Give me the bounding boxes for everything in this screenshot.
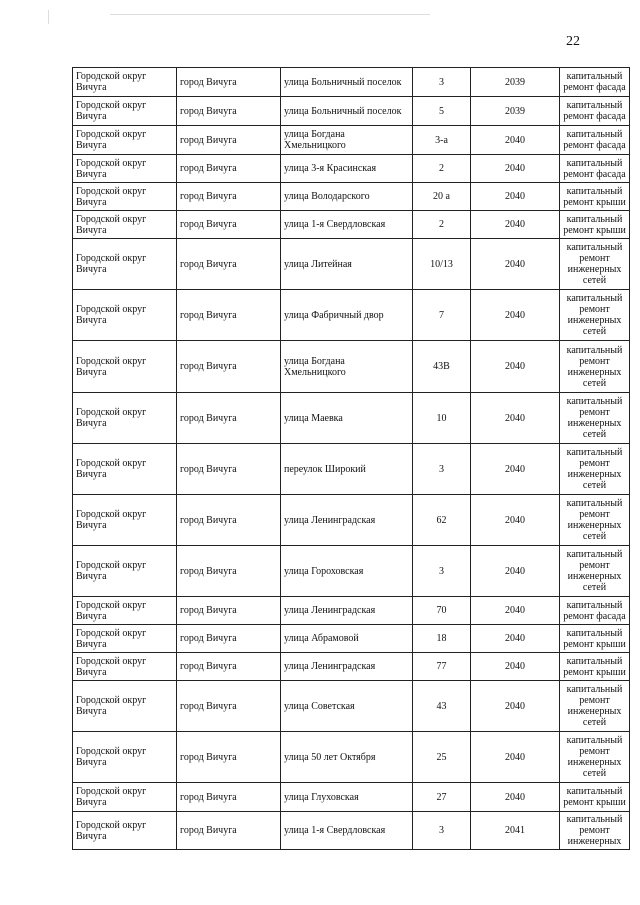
year-cell: 2040 [471,211,560,239]
work-type-cell: капитальный ремонт фасада [560,126,630,155]
house-cell: 20 а [413,183,471,211]
year-cell: 2040 [471,495,560,546]
work-type-cell: капитальный ремонт фасада [560,68,630,97]
municipality-cell: Городской округ Вичуга [73,812,177,850]
table-row [73,239,630,290]
table-row [73,625,630,653]
table-row [73,732,630,783]
work-type-cell: капитальный ремонт крыши [560,625,630,653]
work-type-cell: капитальный ремонт инженерных сетей [560,341,630,393]
street-cell: улица Советская [281,681,413,732]
street-cell: улица Богдана Хмельницкого [281,341,413,393]
municipality-cell: Городской округ Вичуга [73,546,177,597]
scan-noise-left [48,10,49,24]
year-cell: 2040 [471,183,560,211]
municipality-cell: Городской округ Вичуга [73,783,177,812]
year-cell: 2040 [471,732,560,783]
municipality-cell: Городской округ Вичуга [73,155,177,183]
work-type-cell: капитальный ремонт инженерных сетей [560,732,630,783]
street-cell: улица Гороховская [281,546,413,597]
work-type-cell: капитальный ремонт крыши [560,183,630,211]
year-cell: 2040 [471,681,560,732]
work-type-cell: капитальный ремонт инженерных сетей [560,290,630,341]
work-type-cell: капитальный ремонт фасада [560,155,630,183]
municipality-cell: Городской округ Вичуга [73,444,177,495]
table-row [73,155,630,183]
table-row [73,183,630,211]
settlement-cell: город Вичуга [177,495,281,546]
table-row [73,393,630,444]
municipality-cell: Городской округ Вичуга [73,625,177,653]
municipality-cell: Городской округ Вичуга [73,393,177,444]
house-cell: 25 [413,732,471,783]
work-type-cell: капитальный ремонт инженерных сетей [560,495,630,546]
street-cell: улица 50 лет Октября [281,732,413,783]
work-type-cell: капитальный ремонт инженерных сетей [560,393,630,444]
year-cell: 2039 [471,68,560,97]
table-row [73,653,630,681]
street-cell: улица 3-я Красинская [281,155,413,183]
street-cell: улица Богдана Хмельницкого [281,126,413,155]
settlement-cell: город Вичуга [177,393,281,444]
municipality-cell: Городской округ Вичуга [73,597,177,625]
settlement-cell: город Вичуга [177,211,281,239]
table-row [73,597,630,625]
settlement-cell: город Вичуга [177,155,281,183]
table-row [73,68,630,97]
year-cell: 2040 [471,155,560,183]
table-row [73,290,630,341]
house-cell: 10/13 [413,239,471,290]
settlement-cell: город Вичуга [177,597,281,625]
table-row [73,444,630,495]
year-cell: 2040 [471,625,560,653]
house-cell: 7 [413,290,471,341]
house-cell: 10 [413,393,471,444]
street-cell: улица Ленинградская [281,597,413,625]
street-cell: улица Фабричный двор [281,290,413,341]
work-type-cell: капитальный ремонт крыши [560,211,630,239]
work-type-cell: капитальный ремонт фасада [560,597,630,625]
year-cell: 2040 [471,126,560,155]
work-type-cell: капитальный ремонт инженерных [560,812,630,850]
work-type-cell: капитальный ремонт инженерных сетей [560,546,630,597]
municipality-cell: Городской округ Вичуга [73,211,177,239]
table-row [73,812,630,850]
year-cell: 2040 [471,597,560,625]
table-row [73,681,630,732]
house-cell: 62 [413,495,471,546]
year-cell: 2039 [471,97,560,126]
settlement-cell: город Вичуга [177,239,281,290]
work-type-cell: капитальный ремонт инженерных сетей [560,239,630,290]
municipality-cell: Городской округ Вичуга [73,126,177,155]
year-cell: 2040 [471,546,560,597]
house-cell: 2 [413,155,471,183]
settlement-cell: город Вичуга [177,783,281,812]
municipality-cell: Городской округ Вичуга [73,732,177,783]
street-cell: улица Володарского [281,183,413,211]
house-cell: 77 [413,653,471,681]
work-type-cell: капитальный ремонт крыши [560,653,630,681]
work-type-cell: капитальный ремонт фасада [560,97,630,126]
settlement-cell: город Вичуга [177,812,281,850]
settlement-cell: город Вичуга [177,341,281,393]
settlement-cell: город Вичуга [177,653,281,681]
house-cell: 3 [413,812,471,850]
house-cell: 3-а [413,126,471,155]
house-cell: 5 [413,97,471,126]
settlement-cell: город Вичуга [177,126,281,155]
settlement-cell: город Вичуга [177,183,281,211]
municipality-cell: Городской округ Вичуга [73,183,177,211]
settlement-cell: город Вичуга [177,444,281,495]
street-cell: улица Абрамовой [281,625,413,653]
house-cell: 3 [413,546,471,597]
house-cell: 3 [413,444,471,495]
settlement-cell: город Вичуга [177,546,281,597]
year-cell: 2040 [471,393,560,444]
table-row [73,783,630,812]
table-body [73,68,630,850]
house-cell: 27 [413,783,471,812]
work-type-cell: капитальный ремонт инженерных сетей [560,444,630,495]
street-cell: улица Маевка [281,393,413,444]
settlement-cell: город Вичуга [177,68,281,97]
table-row [73,211,630,239]
street-cell: улица 1-я Свердловская [281,211,413,239]
house-cell: 43В [413,341,471,393]
year-cell: 2040 [471,290,560,341]
street-cell: улица Ленинградская [281,495,413,546]
table-row [73,341,630,393]
scan-noise-top [110,14,430,15]
year-cell: 2040 [471,239,560,290]
municipality-cell: Городской округ Вичуга [73,653,177,681]
municipality-cell: Городской округ Вичуга [73,495,177,546]
house-cell: 3 [413,68,471,97]
municipality-cell: Городской округ Вичуга [73,239,177,290]
settlement-cell: город Вичуга [177,681,281,732]
year-cell: 2040 [471,653,560,681]
housing-repair-table [72,67,630,850]
house-cell: 2 [413,211,471,239]
street-cell: улица Литейная [281,239,413,290]
municipality-cell: Городской округ Вичуга [73,681,177,732]
settlement-cell: город Вичуга [177,290,281,341]
table-row [73,495,630,546]
table-row [73,546,630,597]
year-cell: 2040 [471,341,560,393]
municipality-cell: Городской округ Вичуга [73,97,177,126]
house-cell: 70 [413,597,471,625]
work-type-cell: капитальный ремонт крыши [560,783,630,812]
year-cell: 2041 [471,812,560,850]
year-cell: 2040 [471,444,560,495]
municipality-cell: Городской округ Вичуга [73,290,177,341]
municipality-cell: Городской округ Вичуга [73,341,177,393]
year-cell: 2040 [471,783,560,812]
house-cell: 18 [413,625,471,653]
municipality-cell: Городской округ Вичуга [73,68,177,97]
street-cell: улица Больничный поселок [281,68,413,97]
page-number: 22 [566,34,580,49]
street-cell: улица Ленинградская [281,653,413,681]
settlement-cell: город Вичуга [177,97,281,126]
settlement-cell: город Вичуга [177,732,281,783]
street-cell: улица Глуховская [281,783,413,812]
settlement-cell: город Вичуга [177,625,281,653]
table-row [73,97,630,126]
street-cell: переулок Широкий [281,444,413,495]
work-type-cell: капитальный ремонт инженерных сетей [560,681,630,732]
street-cell: улица 1-я Свердловская [281,812,413,850]
house-cell: 43 [413,681,471,732]
street-cell: улица Больничный поселок [281,97,413,126]
table-row [73,126,630,155]
